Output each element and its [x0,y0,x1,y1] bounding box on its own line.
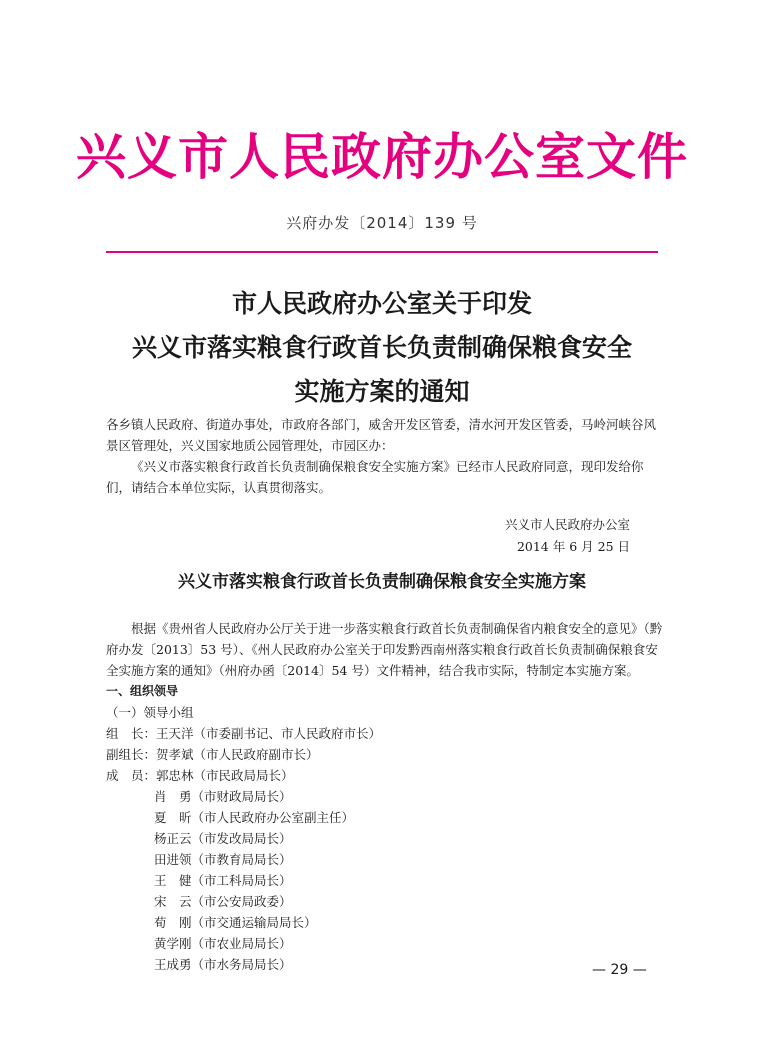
member-item: 田进领（市教育局局长） [154,852,292,867]
red-divider [106,251,658,253]
members-line: 成 员：郭忠林（市民政局局长） [106,768,294,783]
signoff [430,514,630,558]
date: 2014 年 6 月 25 日 [516,539,630,554]
deputy-line: 副组长：贺孝斌（市人民政府副市长） [106,747,319,762]
subsection-heading: （一）领导小组 [106,705,194,720]
section-heading: 一、组织领导 [106,684,179,698]
member-item: 杨正云（市发改局局长） [154,831,292,846]
notice-title-line: 市人民政府办公室关于印发 [231,289,532,318]
leader-line: 组 长：王天洋（市委副书记、市人民政府市长） [106,726,382,741]
member-item: 荀 刚（市交通运输局局长） [154,915,317,930]
member-item: 宋 云（市公安局政委） [154,894,292,909]
recipients: 各乡镇人民政府、街道办事处，市政府各部门，威舍开发区管委，清水河开发区管委，马岭河峡谷风景区管理处，兴义国家地质公园管理处，市园区办： [106,417,657,453]
document-banner: 兴义市人民政府办公室文件 [76,127,688,186]
notice-title-line: 实施方案的通知 [294,377,470,406]
member-item: 夏 昕（市人民政府办公室副主任） [154,810,355,825]
signer: 兴义市人民政府办公室 [504,517,630,532]
notice-body [106,414,666,498]
member-item: 王 健（市工科局局长） [154,873,292,888]
member-item: 肖 勇（市财政局局长） [154,789,292,804]
member-item: 王成勇（市水务局局长） [154,957,292,972]
notice-title [0,282,764,414]
plan-intro: 根据《贵州省人民政府办公厅关于进一步落实粮食行政首长负责制确保省内粮食安全的意见》（黔府办发〔2013〕53 号）、《州人民政府办公室关于印发黔西南州落实粮食行政首长负责制确保粮食安全实施方案的通知》（州府办函〔2014〕54 号）文件精神，结合我市实际，特制定本实施方案。 [106,621,663,678]
plan-body [106,618,666,975]
document-number: 兴府办发〔2014〕139 号 [286,214,478,232]
plan-title: 兴义市落实粮食行政首长负责制确保粮食安全实施方案 [178,572,586,592]
member-item: 黄学刚（市农业局局长） [154,936,292,951]
notice-title-line: 兴义市落实粮食行政首长负责制确保粮食安全 [131,333,632,362]
page-number: — 29 — [592,962,647,978]
notice-paragraph: 《兴义市落实粮食行政首长负责制确保粮食安全实施方案》已经市人民政府同意，现印发给你们，请结合本单位实际，认真贯彻落实。 [106,459,644,495]
